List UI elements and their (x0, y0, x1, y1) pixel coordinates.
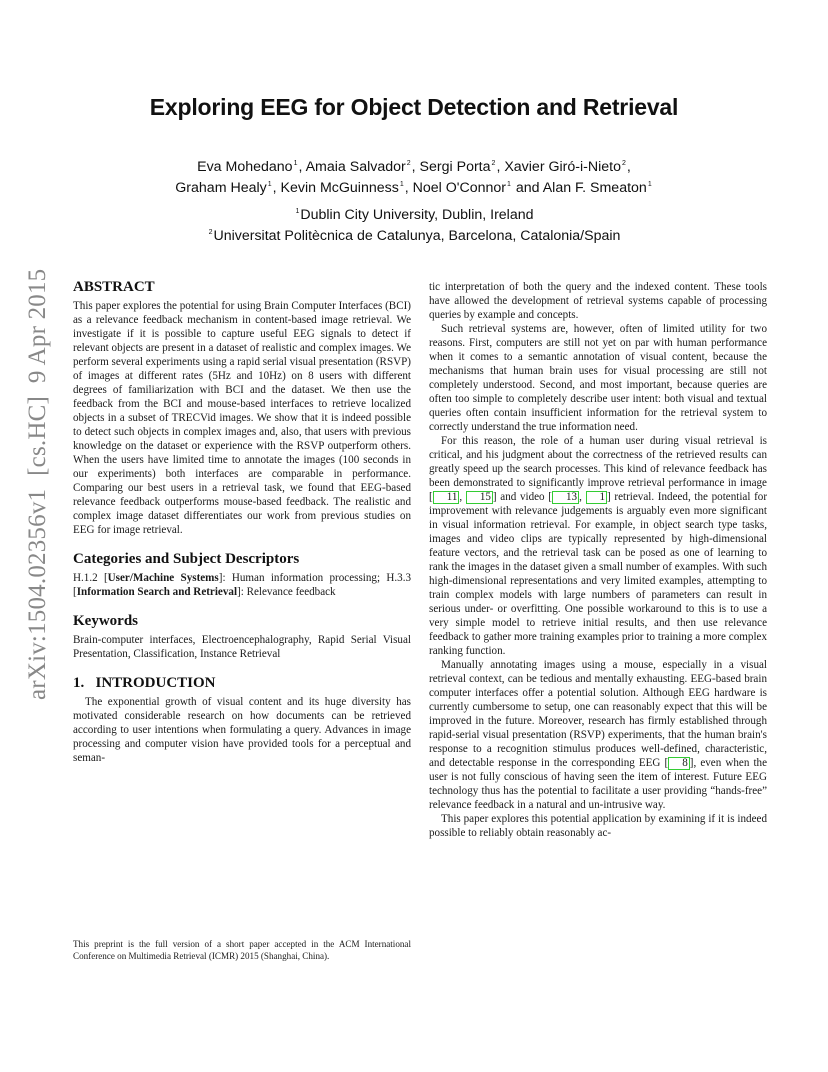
author-list (0, 155, 828, 197)
arxiv-stamp: arXiv:1504.02356v1 [cs.HC] 9 Apr 2015 (24, 268, 51, 700)
citation-link[interactable]: 8 (668, 757, 690, 770)
category-desc: : Relevance feedback (240, 586, 336, 598)
affiliation-mark: 2 (491, 160, 496, 167)
introduction-heading: 1. INTRODUCTION (73, 675, 216, 691)
author: Kevin McGuinness (280, 180, 399, 196)
text-run: For this reason, the role of a human user during visual retrieval is critical, and his judgment about the correctness of the retrieved results can greatly speed up the search processes. This kind of relevance feedback has been demonstrated to significantly improve retrieval performance in image (429, 435, 767, 489)
intro-paragraph-2: Such retrieval systems are, however, often of limited utility for two reasons. First, computers are still not yet on par with human performance when it comes to a semantic annotation of visual content, because the mechanisms that human brain uses for visual processing are still not completely understood. Second, and most important, because queries are often too simple to completely describe user intent: both visual and textual queries often contain insufficient information for the retrieval system to correctly understand the true information need. (429, 323, 767, 433)
affiliation-mark: 2 (208, 229, 213, 236)
affiliation-mark: 2 (622, 160, 626, 167)
categories-text: H.1.2 [User/Machine Systems]: Human information processing; H.3.3 [Information Search and Retrieval]: Relevance feedback (73, 572, 412, 598)
preprint-footnote: This preprint is the full version of a short paper accepted in the ACM International Conference on Multimedia Retrieval (ICMR) 2015 (Shanghai, China). (73, 939, 411, 961)
text-run: Manually annotating images using a mouse, especially in a visual retrieval context, can be tedious and mentally exhausting. EEG-based brain computer interfaces offer a potential solution. Although EEG hardware is currently cumbersome to setup, one can reasonably expect that this will be improved in the future. Moreover, research has firmly established through rapid-serial visual presentation (RSVP) experiments, that the human brain's response to a recognition stimulus produces well-defined, characteristic, and detectable response in the corresponding EEG (429, 659, 767, 769)
affiliation (0, 203, 828, 224)
affiliation-text: Dublin City University, Dublin, Ireland (300, 207, 534, 223)
affiliation-mark: 1 (647, 181, 652, 188)
category-name: Information Search and Retrieval (76, 586, 238, 598)
category-code: H.1.2 (73, 572, 98, 584)
citation-link[interactable]: 11 (433, 491, 460, 504)
author: Noel O'Connor (412, 180, 507, 196)
affiliation-mark: 1 (267, 181, 272, 188)
category-desc: : Human information processing; (222, 572, 387, 584)
author: Sergi Porta (419, 159, 491, 175)
affiliation-mark: 2 (406, 160, 411, 167)
text-run: , even when the user is not fully conscious of having seen the item of interest. Future EEG technology thus has the potential to facilitate a user providing “hands-free” relevance feedback in a natural and un-intrusive way. (429, 757, 768, 811)
author-line-2: Graham Healy$^1$, Kevin McGuinness$^1$, Noel O'Connor$^1$ and Alan F. Smeaton$^1$ (175, 180, 652, 196)
affiliation-mark: 1 (295, 208, 300, 215)
affiliation (0, 224, 828, 245)
abstract-text: This paper explores the potential for using Brain Computer Interfaces (BCI) as a relevance feedback mechanism in content-based image retrieval. We investigate if it is possible to capture useful EEG signals to detect if relevant objects are present in a dataset of realistic and complex images. We perform several experiments using a rapid serial visual presentation (RSVP) of images at different rates (5Hz and 10Hz) on 8 users with different degrees of familiarization with BCI and the dataset. We then use the feedback from the BCI and mouse-based interfaces to retrieve localized objects in a subset of TRECVid images. We show that it is indeed possible to detect such objects in complex images and, also, that users with previous knowledge on the dataset or experience with the RSVP outperform others. When the users have limited time to annotate the images (100 seconds in our experiments) both interfaces are comparable in performance. Comparing our best users in a retrieval task, we found that EEG-based relevance feedback outperforms mouse-based feedback. The realistic and complex image dataset differentiates our work from previous studies on EEG for image retrieval. (73, 300, 411, 536)
intro-paragraph-1-continued: tic interpretation of both the query and the indexed content. These tools have allowed the development of retrieval systems capable of processing queries by example and concepts. (429, 281, 767, 321)
intro-paragraph-4: Manually annotating images using a mouse, especially in a visual retrieval context, can be tedious and mentally exhausting. EEG-based brain computer interfaces offer a potential solution. Although EEG hardware is currently cumbersome to setup, one can reasonably expect that this will be improved in the future. Moreover, research has firmly established through rapid-serial visual presentation (RSVP) experiments, that the human brain's response to a recognition stimulus produces well-defined, characteristic, and detectable response in the corresponding EEG [ 8 ], even when the user is not fully conscious of having seen the item of interest. Future EEG technology thus has the potential to facilitate a user providing “hands-free” relevance feedback in a natural and un-intrusive way. (429, 659, 768, 811)
author: Graham Healy (175, 180, 267, 196)
affiliation-text: Universitat Politècnica de Catalunya, Barcelona, Catalonia/Spain (213, 228, 621, 244)
author: Xavier Giró-i-Nieto (504, 159, 622, 175)
abstract-heading: ABSTRACT (73, 279, 155, 295)
citation-link[interactable]: 13 (552, 491, 579, 504)
text-run: retrieval. Indeed, the potential for improvement with relevance judgements is arguably even more significant in visual information retrieval. For example, in object search type tasks, images and video clips are typically represented by high-dimensional feature vectors, and the retrieval task can be posed as one of learning to rank the images in the dataset given a small number of examples. With such high-dimensional representations and very limited examples, attempting to train complex models with large numbers of parameters can result in serious under- or overfitting. One possible workaround to this is to use a very simple model to retrieve initial results, and then use relevance feedback to gather more training examples prior to training a more complex ranking function. (429, 491, 768, 657)
keywords-heading: Keywords (73, 613, 138, 629)
intro-paragraph-1: The exponential growth of visual content and its huge diversity has motivated considerable research on how documents can be retrieved according to user intentions when formulating a query. Advances in image processing and computer vision have provided tools for a perceptual and seman- (73, 696, 411, 764)
author-line-1: Eva Mohedano$^1$, Amaia Salvador$^2$, Sergi Porta$^2$, Xavier Giró-i-Nieto$^2$, (197, 159, 631, 175)
citation-link[interactable]: 1 (586, 491, 608, 504)
intro-paragraph-5: This paper explores this potential application by examining if it is indeed possible to reliably obtain reasonably ac- (429, 813, 767, 839)
author: Amaia Salvador (305, 159, 406, 175)
text-run: and video (496, 491, 549, 503)
affiliation-mark: 1 (507, 181, 511, 188)
category-name: User/Machine Systems (107, 572, 219, 584)
citation-link[interactable]: 15 (466, 491, 493, 504)
category-code: H.3.3 (386, 572, 412, 584)
categories-heading: Categories and Subject Descriptors (73, 551, 300, 567)
affiliation-mark: 1 (293, 160, 298, 167)
right-column (429, 280, 767, 840)
paper-title: Exploring EEG for Object Detection and Retrieval (149, 94, 679, 120)
intro-paragraph-3: For this reason, the role of a human user during visual retrieval is critical, and his judgment about the correctness of the retrieved results can greatly speed up the search processes. This kind of relevance feedback has been demonstrated to significantly improve retrieval performance in image [ 11 , 15 ] and video [ 13 , 1 ] retrieval. Indeed, the potential for improvement with relevance judgements is arguably even more significant in visual information retrieval. For example, in object search type tasks, images and video clips are typically represented by high-dimensional feature vectors, and the retrieval task can be posed as one of learning to rank the images in the dataset given a small number of examples. With such high-dimensional representations and very limited examples, attempting to train complex models with large numbers of parameters can result in serious under- or overfitting. One possible workaround to this is to use a very simple model to retrieve initial results, and then use relevance feedback to gather more training examples prior to training a more complex ranking function. (429, 435, 768, 657)
author: Alan F. Smeaton (542, 180, 647, 196)
affiliation-list (0, 203, 828, 245)
keywords-text: Brain-computer interfaces, Electroencephalography, Rapid Serial Visual Presentation, Classification, Instance Retrieval (73, 634, 411, 660)
affiliation-mark: 1 (399, 181, 404, 188)
author: Eva Mohedano (197, 159, 293, 175)
left-column (73, 278, 411, 765)
